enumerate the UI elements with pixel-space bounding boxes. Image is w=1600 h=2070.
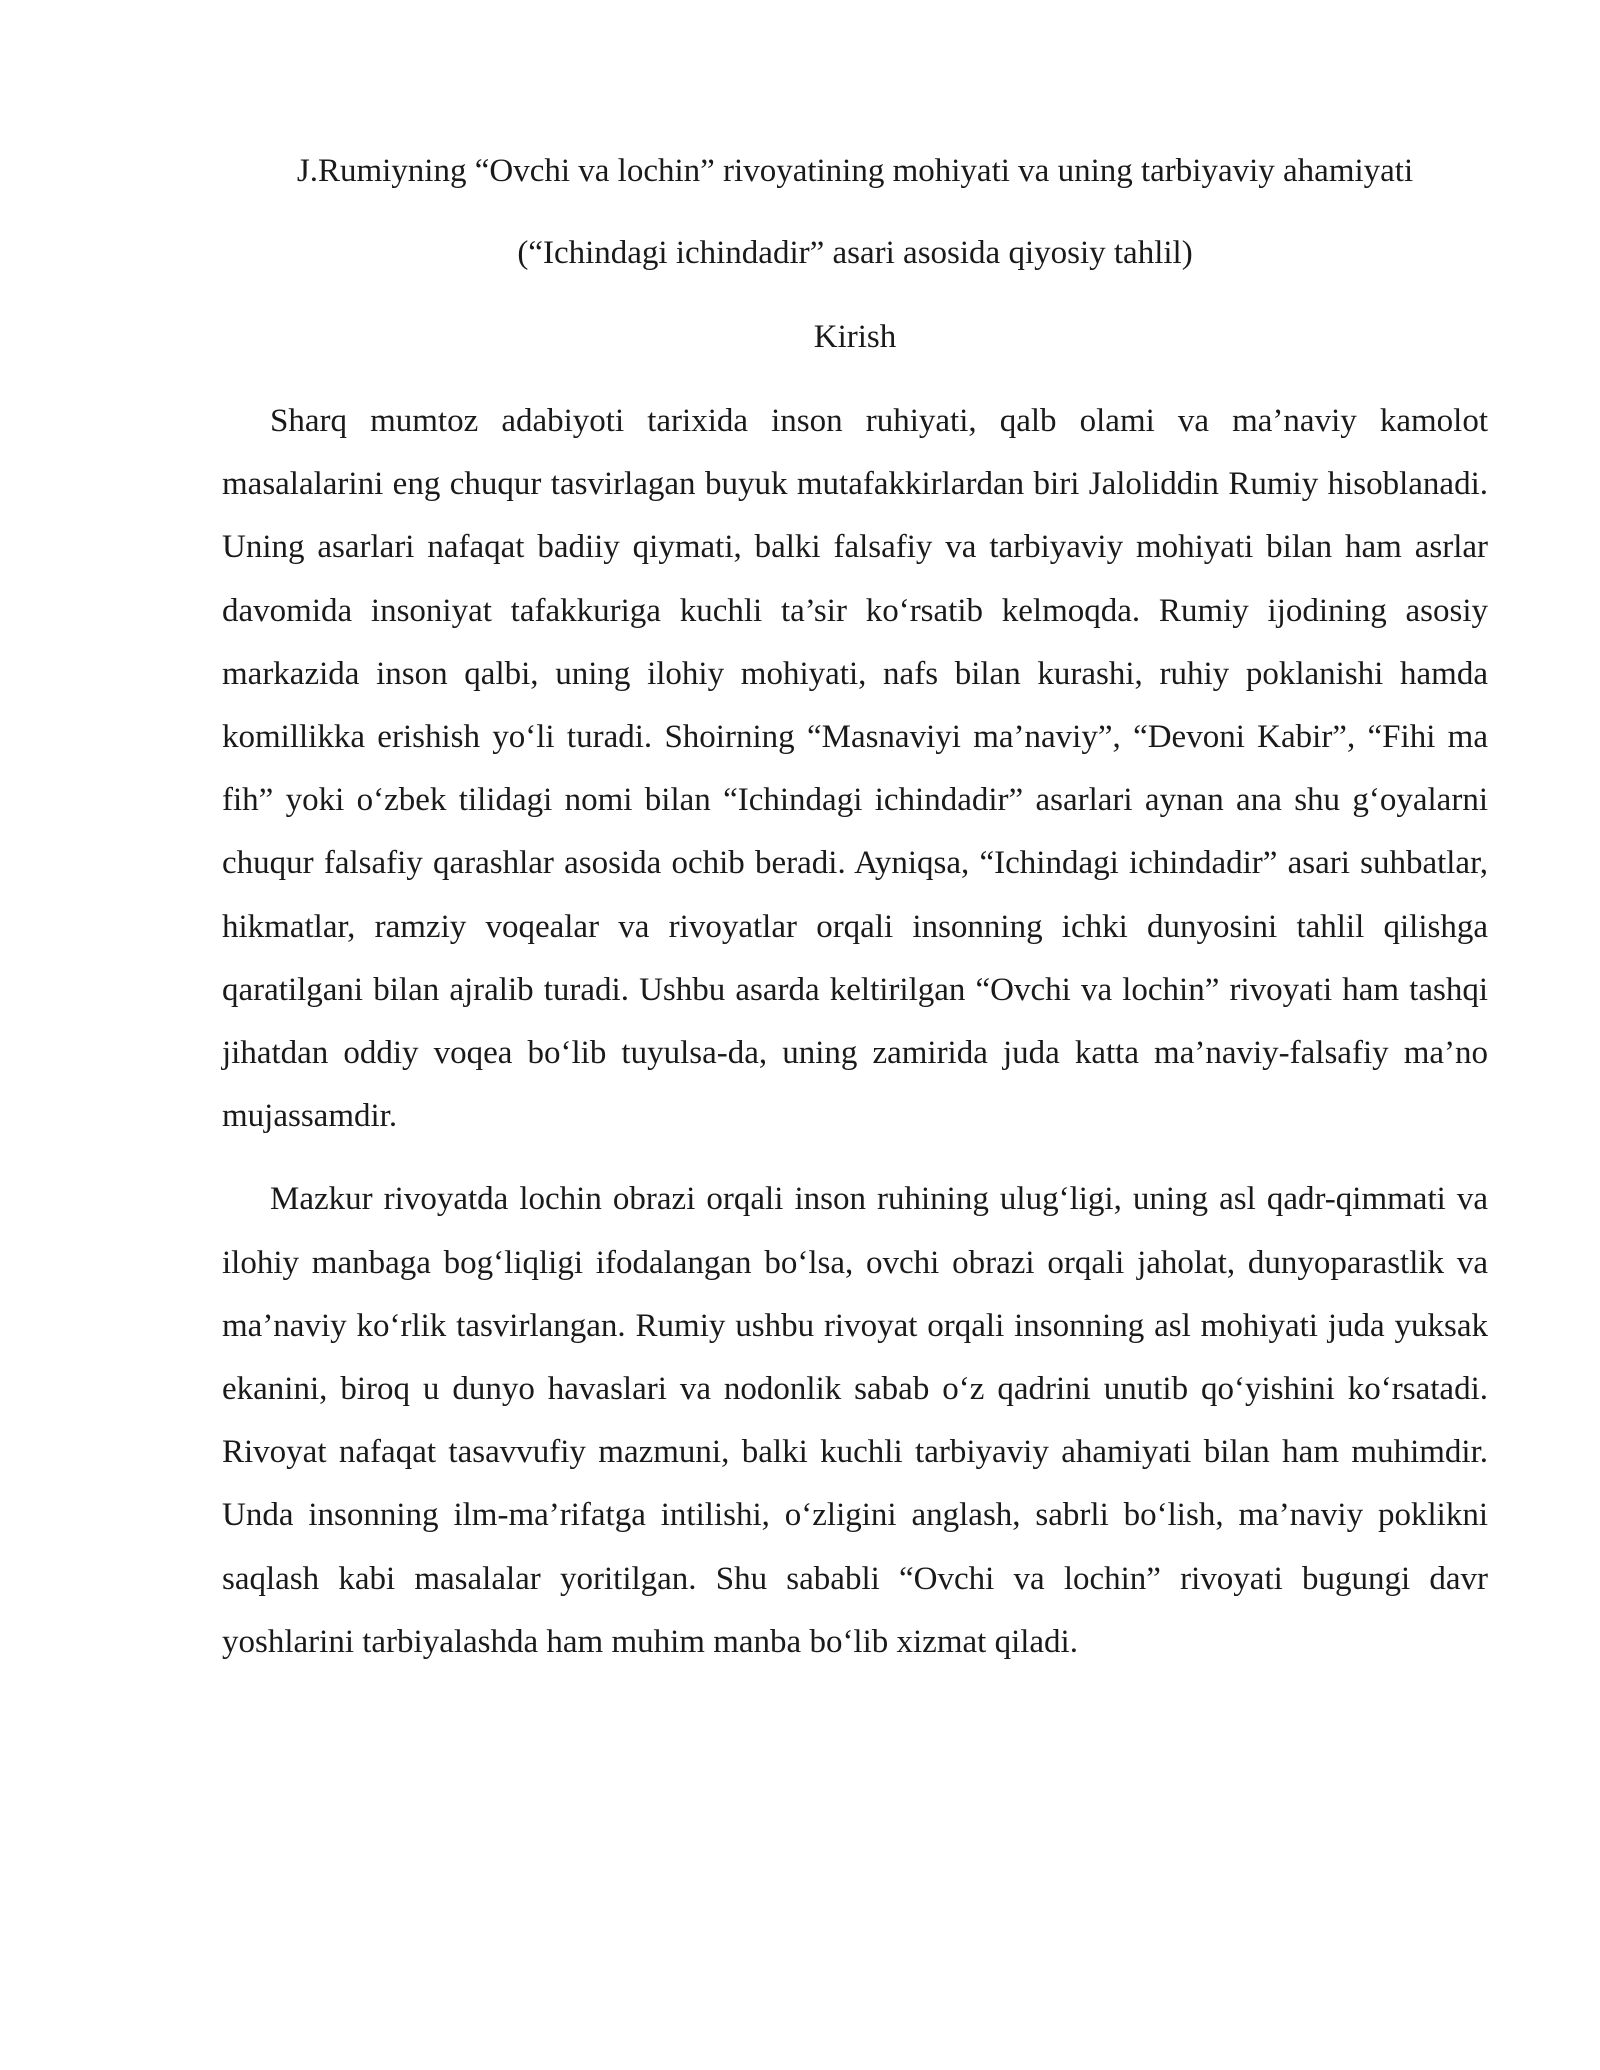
document-body bbox=[222, 140, 1488, 1674]
document-title: J.Rumiyning “Ovchi va lochin” rivoyatining mohiyati va uning tarbiyaviy ahamiyati bbox=[296, 153, 1414, 189]
document-subtitle: (“Ichindagi ichindadir” asari asosida qiyosiy tahlil) bbox=[517, 235, 1193, 271]
section-heading: Kirish bbox=[813, 319, 897, 355]
paragraph-2: Mazkur rivoyatda lochin obrazi orqali inson ruhining ulug‘ligi, uning asl qadr-qimmati va ilohiy manbaga bog‘liqligi ifodalangan bo‘lsa, ovchi obrazi orqali jaholat, dunyoparastlik va ma’naviy ko‘rlik tasvirlangan. Rumiy ushbu rivoyat orqali insonning asl mohiyati juda yuksak ekanini, biroq u dunyo havaslari va nodonlik sabab o‘z qadrini unutib qo‘yishini ko‘rsatadi. Rivoyat nafaqat tasavvufiy mazmuni, balki kuchli tarbiyaviy ahamiyati bilan ham muhimdir. Unda insonning ilm-ma’rifatga intilishi, o‘zligini anglash, sabrli bo‘lish, ma’naviy poklikni saqlash kabi masalalar yoritilgan. Shu sababli “Ovchi va lochin” rivoyati bugungi davr yoshlarini tarbiyalashda ham muhim manba bo‘lib xizmat qiladi. bbox=[222, 1181, 1488, 1660]
paragraph-1: Sharq mumtoz adabiyoti tarixida inson ruhiyati, qalb olami va ma’naviy kamolot masalalarini eng chuqur tasvirlagan buyuk mutafakkirlardan biri Jaloliddin Rumiy hisoblanadi. Uning asarlari nafaqat badiiy qiymati, balki falsafiy va tarbiyaviy mohiyati bilan ham asrlar davomida insoniyat tafakkuriga kuchli ta’sir ko‘rsatib kelmoqda. Rumiy ijodining asosiy markazida inson qalbi, uning ilohiy mohiyati, nafs bilan kurashi, ruhiy poklanishi hamda komillikka erishish yo‘li turadi. Shoirning “Masnaviyi ma’naviy”, “Devoni Kabir”, “Fihi ma fih” yoki o‘zbek tilidagi nomi bilan “Ichindagi ichindadir” asarlari aynan ana shu g‘oyalarni chuqur falsafiy qarashlar asosida ochib beradi. Ayniqsa, “Ichindagi ichindadir” asari suhbatlar, hikmatlar, ramziy voqealar va rivoyatlar orqali insonning ichki dunyosini tahlil qilishga qaratilgani bilan ajralib turadi. Ushbu asarda keltirilgan “Ovchi va lochin” rivoyati ham tashqi jihatdan oddiy voqea bo‘lib tuyulsa-da, uning zamirida juda katta ma’naviy-falsafiy ma’no mujassamdir. bbox=[222, 403, 1488, 1135]
